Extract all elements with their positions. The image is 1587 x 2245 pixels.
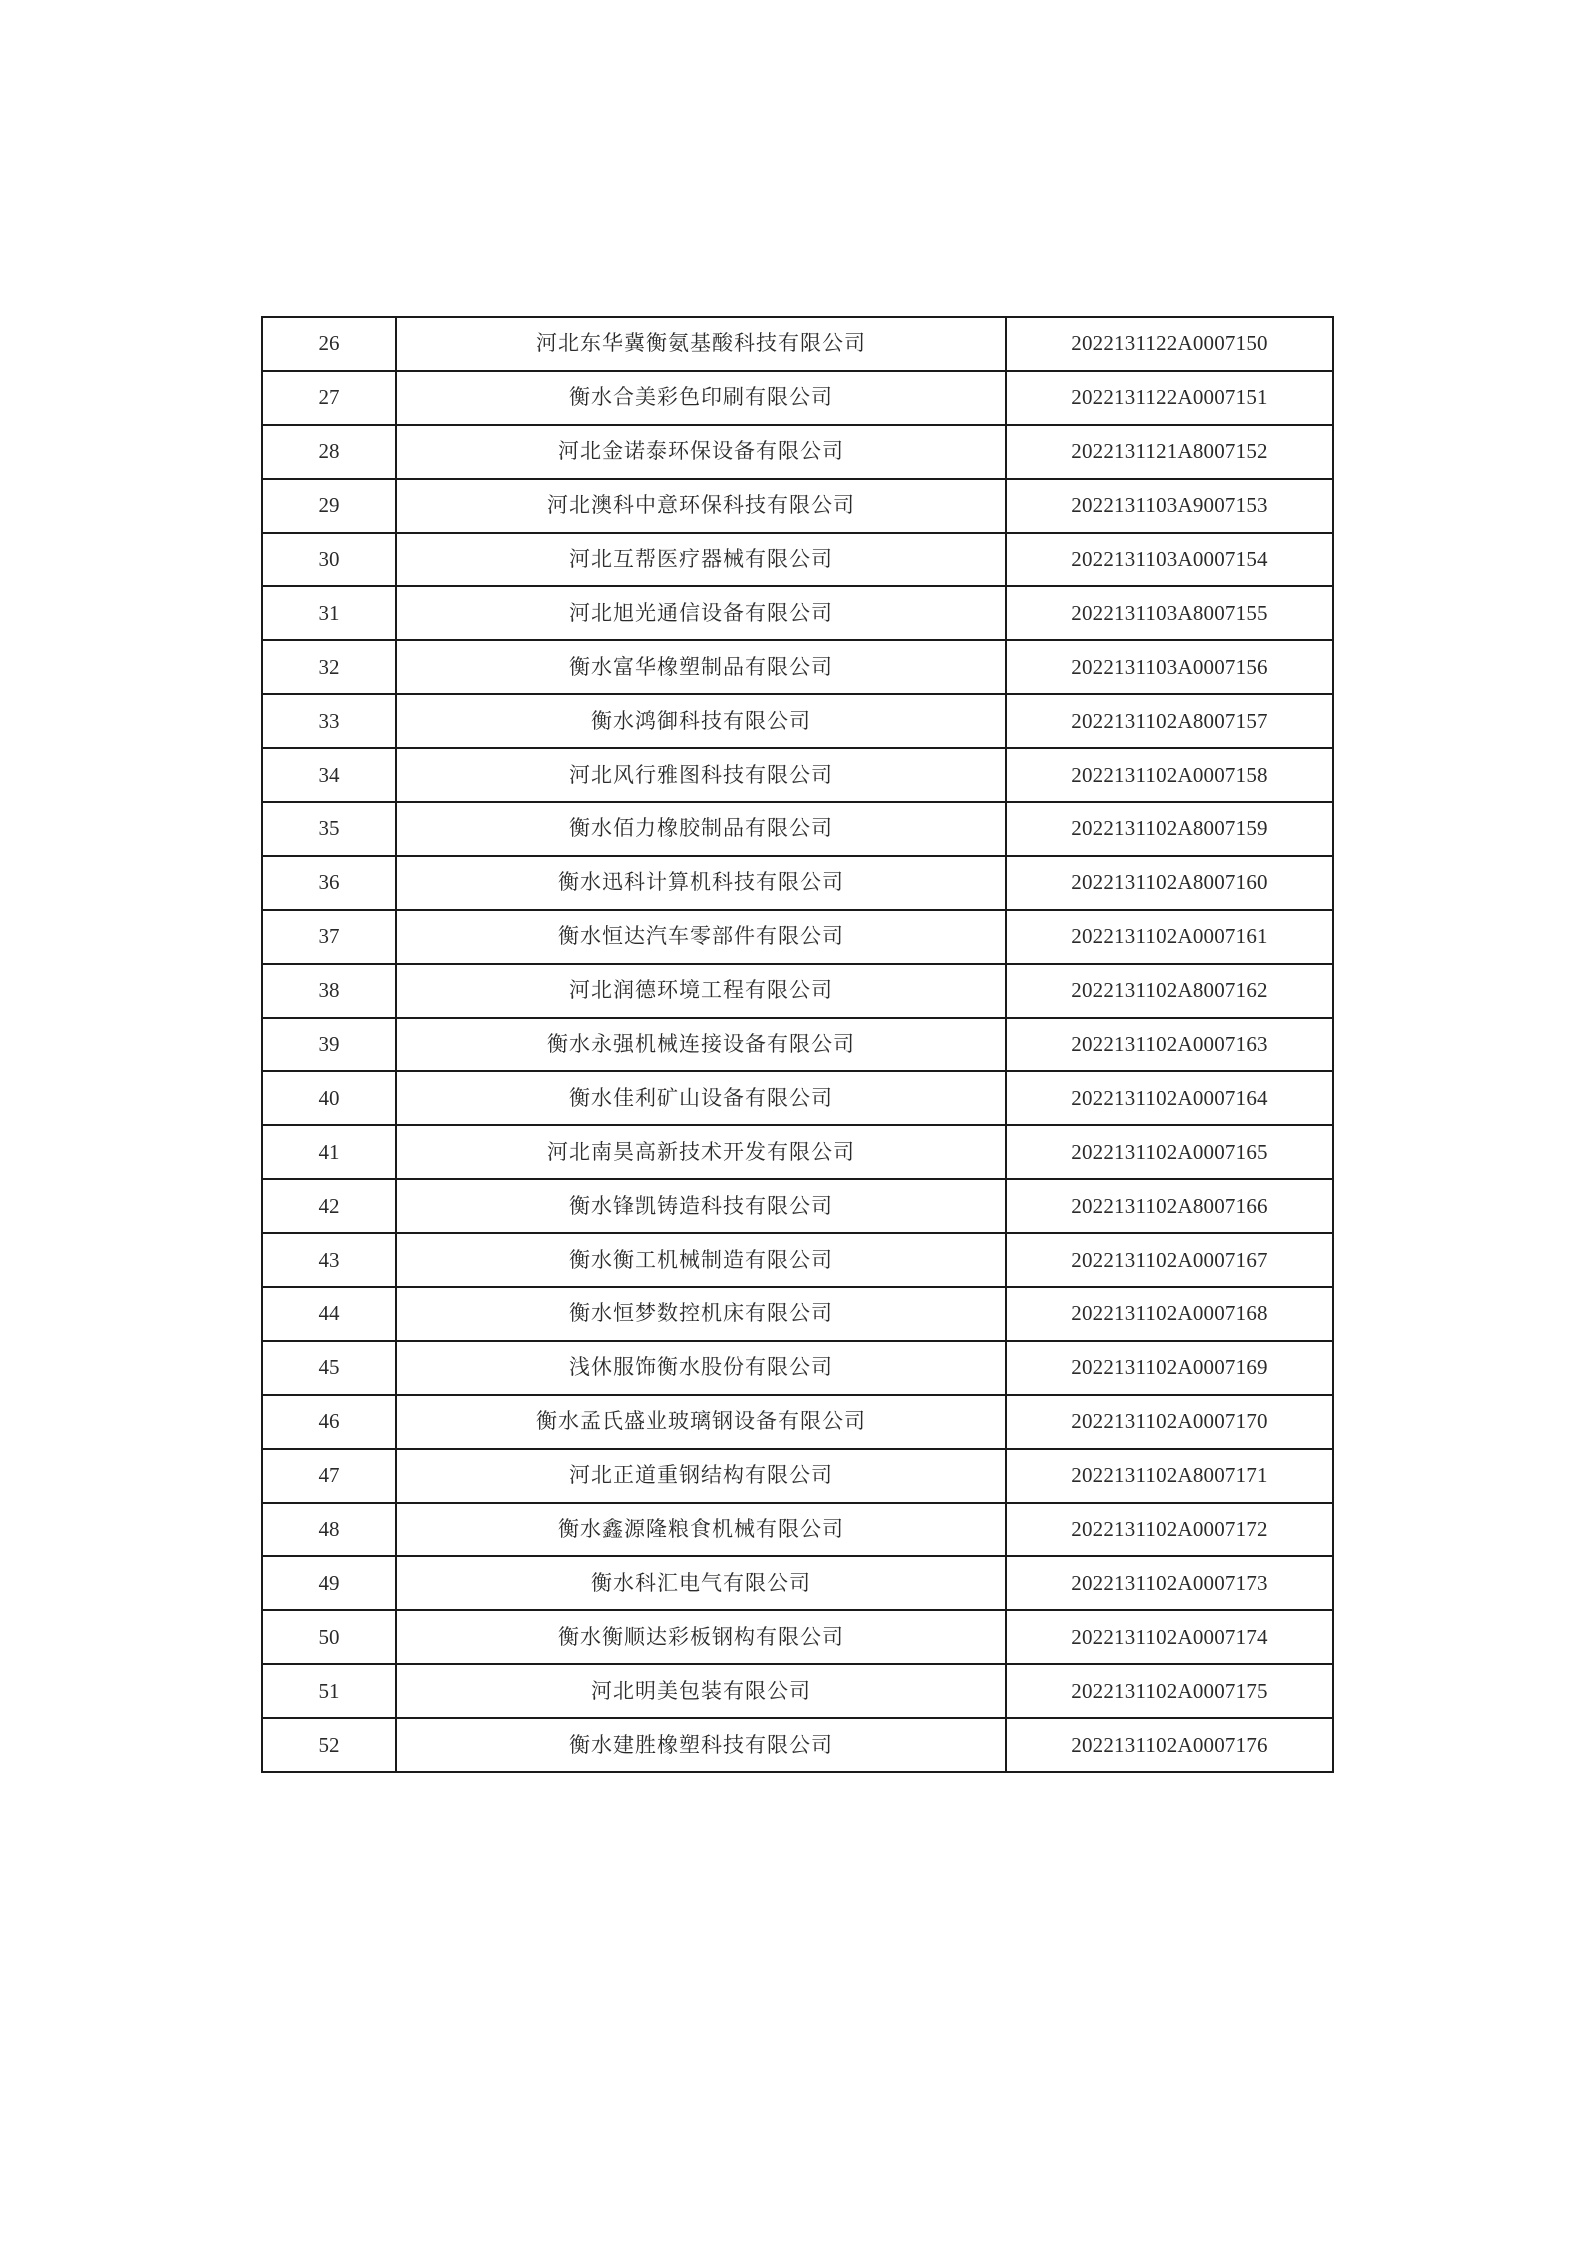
table-row [262,533,1333,587]
certificate-code: 2022131102A8007157 [1006,694,1333,748]
table-row [262,1449,1333,1503]
table-row [262,694,1333,748]
company-name: 河北明美包装有限公司 [396,1664,1006,1718]
company-name: 浅休服饰衡水股份有限公司 [396,1341,1006,1395]
certificate-code: 2022131102A0007170 [1006,1395,1333,1449]
table-row [262,1556,1333,1610]
table-row [262,1395,1333,1449]
company-name: 衡水佰力橡胶制品有限公司 [396,802,1006,856]
row-number: 51 [262,1664,396,1718]
row-number: 52 [262,1718,396,1772]
row-number: 33 [262,694,396,748]
table-row [262,802,1333,856]
certificate-code: 2022131103A0007154 [1006,533,1333,587]
company-name: 衡水富华橡塑制品有限公司 [396,640,1006,694]
row-number: 49 [262,1556,396,1610]
row-number: 42 [262,1179,396,1233]
company-name: 衡水锋凯铸造科技有限公司 [396,1179,1006,1233]
row-number: 34 [262,748,396,802]
company-name: 衡水鸿御科技有限公司 [396,694,1006,748]
company-name: 衡水鑫源隆粮食机械有限公司 [396,1503,1006,1557]
certificate-code: 2022131103A0007156 [1006,640,1333,694]
row-number: 47 [262,1449,396,1503]
table-row [262,479,1333,533]
company-name: 衡水佳利矿山设备有限公司 [396,1071,1006,1125]
row-number: 32 [262,640,396,694]
company-name: 河北东华冀衡氨基酸科技有限公司 [396,317,1006,371]
certificate-code: 2022131102A0007163 [1006,1018,1333,1072]
row-number: 26 [262,317,396,371]
table-row [262,748,1333,802]
certificate-code: 2022131102A0007172 [1006,1503,1333,1557]
table-row [262,1071,1333,1125]
row-number: 37 [262,910,396,964]
certificate-code: 2022131102A0007176 [1006,1718,1333,1772]
table-row [262,910,1333,964]
row-number: 28 [262,425,396,479]
certificate-code: 2022131102A8007159 [1006,802,1333,856]
certificate-code: 2022131102A0007173 [1006,1556,1333,1610]
row-number: 40 [262,1071,396,1125]
table-row [262,964,1333,1018]
row-number: 31 [262,586,396,640]
table-row [262,1125,1333,1179]
row-number: 43 [262,1233,396,1287]
table-row [262,425,1333,479]
company-name: 河北润德环境工程有限公司 [396,964,1006,1018]
row-number: 46 [262,1395,396,1449]
company-name: 河北南昊高新技术开发有限公司 [396,1125,1006,1179]
row-number: 39 [262,1018,396,1072]
row-number: 44 [262,1287,396,1341]
company-name: 衡水孟氏盛业玻璃钢设备有限公司 [396,1395,1006,1449]
company-name: 衡水衡顺达彩板钢构有限公司 [396,1610,1006,1664]
table-row [262,856,1333,910]
certificate-code: 2022131102A0007169 [1006,1341,1333,1395]
table-row [262,1179,1333,1233]
row-number: 38 [262,964,396,1018]
certificate-code: 2022131102A0007164 [1006,1071,1333,1125]
company-list-table [261,316,1334,1773]
company-name: 衡水永强机械连接设备有限公司 [396,1018,1006,1072]
certificate-code: 2022131102A0007161 [1006,910,1333,964]
company-name: 衡水迅科计算机科技有限公司 [396,856,1006,910]
certificate-code: 2022131102A0007174 [1006,1610,1333,1664]
company-name: 河北风行雅图科技有限公司 [396,748,1006,802]
table-row [262,1287,1333,1341]
table-row [262,586,1333,640]
certificate-code: 2022131102A0007158 [1006,748,1333,802]
table-row [262,1018,1333,1072]
company-name: 河北旭光通信设备有限公司 [396,586,1006,640]
certificate-code: 2022131102A8007171 [1006,1449,1333,1503]
row-number: 27 [262,371,396,425]
table-row [262,317,1333,371]
certificate-code: 2022131102A0007175 [1006,1664,1333,1718]
company-name: 衡水科汇电气有限公司 [396,1556,1006,1610]
certificate-code: 2022131103A8007155 [1006,586,1333,640]
certificate-code: 2022131102A8007166 [1006,1179,1333,1233]
company-name: 衡水衡工机械制造有限公司 [396,1233,1006,1287]
company-name: 河北金诺泰环保设备有限公司 [396,425,1006,479]
company-name: 衡水建胜橡塑科技有限公司 [396,1718,1006,1772]
table-row [262,1233,1333,1287]
row-number: 50 [262,1610,396,1664]
company-name: 河北互帮医疗器械有限公司 [396,533,1006,587]
row-number: 45 [262,1341,396,1395]
table-row [262,1664,1333,1718]
company-name: 河北正道重钢结构有限公司 [396,1449,1006,1503]
row-number: 35 [262,802,396,856]
certificate-code: 2022131122A0007150 [1006,317,1333,371]
row-number: 30 [262,533,396,587]
certificate-code: 2022131121A8007152 [1006,425,1333,479]
table-row [262,371,1333,425]
row-number: 36 [262,856,396,910]
certificate-code: 2022131102A8007162 [1006,964,1333,1018]
company-name: 河北澳科中意环保科技有限公司 [396,479,1006,533]
table-row [262,1610,1333,1664]
certificate-code: 2022131102A0007168 [1006,1287,1333,1341]
row-number: 41 [262,1125,396,1179]
certificate-code: 2022131102A0007165 [1006,1125,1333,1179]
certificate-code: 2022131122A0007151 [1006,371,1333,425]
table-row [262,1341,1333,1395]
company-name: 衡水恒达汽车零部件有限公司 [396,910,1006,964]
certificate-code: 2022131103A9007153 [1006,479,1333,533]
table-body [262,317,1333,1772]
certificate-code: 2022131102A0007167 [1006,1233,1333,1287]
table-row [262,1718,1333,1772]
company-name: 衡水恒梦数控机床有限公司 [396,1287,1006,1341]
table-row [262,1503,1333,1557]
certificate-code: 2022131102A8007160 [1006,856,1333,910]
row-number: 29 [262,479,396,533]
company-name: 衡水合美彩色印刷有限公司 [396,371,1006,425]
row-number: 48 [262,1503,396,1557]
table-row [262,640,1333,694]
